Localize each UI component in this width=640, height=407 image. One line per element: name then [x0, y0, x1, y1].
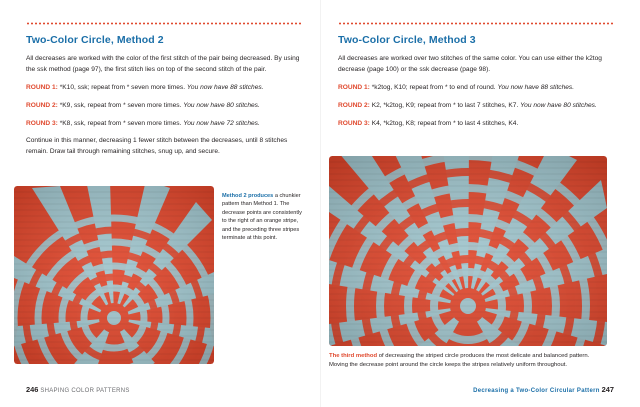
left-running-head: SHAPING COLOR PATTERNS — [40, 388, 130, 394]
right-round-1-text: *k2tog, K10; repeat from * to end of round. — [369, 84, 498, 92]
right-intro-paragraph: All decreases are worked over two stitches of the same color. You can use either the k2tog decrease (page 100) or the ssk decrease (page 98). — [338, 55, 602, 73]
right-caption-rest: of decreasing the striped circle produces the most delicate and balanced pattern. Moving the decrease point around the circle keeps the stripes relatively uniform throughout. — [329, 353, 590, 369]
dotted-rule-right — [338, 22, 614, 25]
left-round-2-italic: You now have 80 stitches. — [183, 102, 260, 110]
left-round-1-label: ROUND 1: — [26, 84, 58, 92]
right-folio: 247 — [601, 385, 614, 394]
left-round-1-italic: You now have 88 stitches. — [186, 84, 264, 92]
left-round-2-label: ROUND 2: — [26, 102, 58, 110]
right-caption-lead: The third method — [329, 353, 378, 359]
left-page-footer — [26, 385, 130, 394]
right-round-3 — [338, 119, 614, 130]
left-caption-rest: a chunkier pattern than Method 1. The decrease points are consistently to the right of an orange stripe, and the preceding three stripes terminate at this point. — [222, 193, 302, 241]
right-round-2-text: K2, *k2tog, K9; repeat from * to last 7 stitches, K7. — [369, 102, 521, 110]
right-round-1-label: ROUND 1: — [338, 84, 370, 92]
right-page-title: Two-Color Circle, Method 3 — [338, 34, 476, 46]
left-round-1-text: *K10, ssk; repeat from * seven more times. — [57, 84, 187, 92]
right-round-2-label: ROUND 2: — [338, 102, 370, 110]
left-swatch-caption — [222, 192, 302, 242]
left-round-1 — [26, 83, 302, 94]
left-round-3-label: ROUND 3: — [26, 119, 58, 127]
left-round-2 — [26, 101, 302, 112]
left-intro-paragraph: All decreases are worked with the color of the first stitch of the pair being decreased. By using the ssk method (page 97), the first stitch lies on top of the second stitch of the pair. — [26, 55, 300, 73]
right-round-3-text: K4, *k2tog, K8; repeat from * to last 4 stitches, K4. — [369, 119, 519, 127]
left-page-title: Two-Color Circle, Method 2 — [26, 34, 164, 46]
left-round-3-italic: You now have 72 stitches. — [183, 119, 260, 127]
right-round-2 — [338, 101, 614, 112]
knitted-swatch-method-2 — [14, 186, 214, 364]
right-page-footer — [473, 385, 614, 394]
right-running-head: Decreasing a Two-Color Circular Pattern — [473, 388, 600, 394]
left-folio: 246 — [26, 385, 39, 394]
knitted-swatch-method-3 — [329, 156, 607, 346]
left-round-3-text: *K8, ssk, repeat from * seven more times. — [57, 119, 184, 127]
right-page — [320, 0, 640, 407]
dotted-rule-left — [26, 22, 302, 25]
right-round-3-label: ROUND 3: — [338, 119, 370, 127]
right-round-1 — [338, 83, 614, 94]
left-caption-lead: Method 2 produces — [222, 193, 274, 199]
right-round-2-italic: You now have 80 stitches. — [520, 102, 597, 110]
left-round-3 — [26, 119, 302, 130]
left-closing-paragraph: Continue in this manner, decreasing 1 fewer stitch between the decreases, until 8 stitches remain. Draw tail through remaining stitches, snug up, and secure. — [26, 137, 288, 156]
right-round-1-italic: You now have 88 stitches. — [497, 84, 575, 92]
left-round-2-text: *K9, ssk, repeat from * seven more times. — [57, 102, 184, 110]
right-swatch-caption — [329, 352, 607, 370]
